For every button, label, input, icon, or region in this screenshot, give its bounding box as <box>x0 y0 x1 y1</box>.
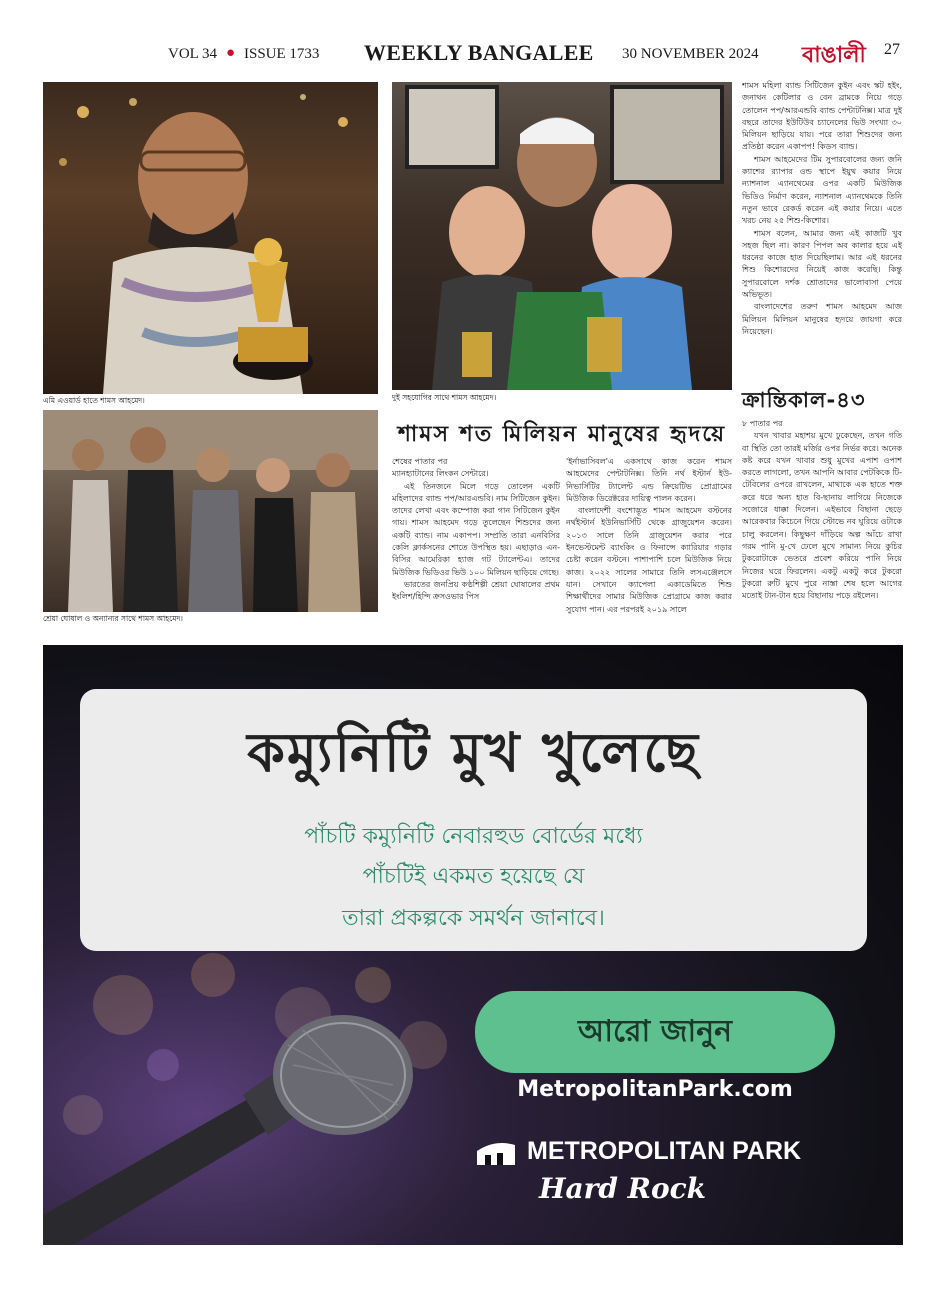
ad-line-3: তারা প্রকল্পকে সমর্থন জানাবে। <box>342 906 605 931</box>
article-paragraph: শামস বলেন, আমার জন্য এই কাজটি খুব সহজ ছিল না। কারণ পিপল অব কালার হয়ে এই ধরনের কাজে হাত দিয়েছিলাম। আর এই ধরনের শিশু কিশোরদের নিয়েই কাজ করেছি। কিন্তু সুপারবোলে দর্শক শ্রোতাদের ভালোবাসা পেয়ে অভিভূত। <box>742 228 902 300</box>
article-paragraph: ভারতের জনপ্রিয় কণ্ঠশিল্পী শ্রেয়া ঘোষালের প্রথম ইংলিশ/হিন্দি ক্রসওভার পিস <box>392 579 560 602</box>
issue-date: 30 NOVEMBER 2024 <box>622 46 759 62</box>
serial-paragraph: যখন খাবার মহাশয় মুখে ঢুকেছেন, তখন গতি বা স্থিতি তো তারই মর্জির ওপর নির্ভর করে। অনেক কষ্ট করে যখন খাবার শুধু মুখের এপাশ ওপাশ করতে লাগলো, তখন আপনি আবার পেটকিকে টি-টেবিলের ওপরে রাখলেন, মাথাকে এক হাতে শক্ত করে ধরে অন্য হাত বি-ছানায় লাগিয়ে নিজেকে সজোরে ধাক্কা দিলেন। এইভাবে বিছানা ছেড়ে আরেকবার কিচেনে গিয়ে স্টোভে নব ঘুরিয়ে ওটাকে চালু করলেন। কিছুক্ষণ দাঁড়িয়ে অল্প আঁচে রাখা গরম পানি মু-খে ঢেলে মুখে সামান্য নিয়ে কুচির টুকরোটাকে ভেতরে প্রবেশ করিয়ে পানি নিয়ে নিজের ঘরে ফিরলেন। একটু একটু করে টুকরো টুকরো রুটি মুখে পুরে নাস্তা শেষ হলে আগের মতোই টান-টান হয়ে বিছানায় পড়ে রইলেন। <box>742 431 902 601</box>
article-paragraph: শামস আহমেদের টিম সুপারবোলের জন্য জনি ক্যাশের র‌্যাপার ওন্ড স্থাপে ইয়ুথ কয়ার নিয়ে ন্যাশনাল এ্যানথেমের ওপর একটি মিউজিক ভিডিও নির্মাণ করেন, ন্যাশনাল এ্যানথেমকে তিনি নতুন ভাবে রেকর্ড করেন এই কয়ার নিয়ে। এতে খরচ নেয় ২৫ শিশু-কিশোর। <box>742 154 902 226</box>
ad-brand-name: METROPOLITAN PARK <box>527 1137 802 1165</box>
article-paragraph: ম্যানহ্যাটানের লিংকন সেন্টারে। <box>392 469 489 479</box>
issue-label: ISSUE 1733 <box>244 46 320 62</box>
article-column-1 <box>392 456 560 628</box>
caption-photo2: দুই সহযোগির সাথে শামস আহমেদ। <box>392 393 497 402</box>
photo-shreya-ghoshal <box>43 410 378 612</box>
photo-emmy-illustration <box>43 82 378 394</box>
page-header <box>0 36 945 76</box>
volume-label: VOL 34 <box>168 46 218 62</box>
photo-group-illustration <box>43 410 378 612</box>
page-number: 27 <box>884 41 900 58</box>
photo-collaborators <box>392 82 732 390</box>
paper-logo <box>800 38 878 68</box>
article-headline: শামস শত মিলিয়ন মানুষের হৃদয়ে <box>397 422 727 447</box>
ad-line-2: পাঁচটিই একমত হয়েছে যে <box>362 864 585 889</box>
ad-website-link[interactable]: MetropolitanPark.com <box>517 1077 793 1102</box>
article-paragraph: এই তিনজনে মিলে গড়ে তোলেন একটি মহিলাদের ব্যান্ড পপ/আরএন্ডবি। নাম সিটিজেন কুইন। তাদের লেখা এবং কম্পোজ করা গান সিটিজেন কুইন গায়। শামস আহমেদ গড়ে তুলেছেন শিশুদের জন্য একটি ব্যান্ড। নাম একাপপ। সম্প্রতি তারা এনবিসির কেলি ক্লার্কসনের শোতে উপস্থিত হয়। এছাড়াও এন-বিসির আমেরিকা হ্যাজ গট ট্যালেন্টএ। তাদের মিউজিক ভিডিওর ভিউ ১০০ মিলিয়ন ছাড়িয়ে গেছে। <box>392 481 560 577</box>
article-paragraph: বাংলাদেশী বংশোদ্ভূত শামস আহমেদ বস্টনের নর্থইস্টার্ন ইউনিভার্সিটি থেকে গ্রাজুয়েশন করেন। ২০১৩ সালে তিনি গ্রাজুয়েশন করার পরে ইনভেস্টমেন্ট ব্যাংকিং ও ফিনান্সে ক্যারিয়ার গড়ার চেষ্টা করেন বস্টনে। পাশাপাশি চলে মিউজিক নিয়ে কাজ। ২০২২ সালের সামারে তিনি লসএঞ্জেলসে যান। সেখানে ক্যাপেলা একাডেমিতে শিশু শিক্ষার্থীদের সামার মিউজিক প্রোগ্রামে কাজ করার সুযোগ পান। এর পরপরই ২০১৯ সালে <box>566 506 732 614</box>
photo-collaborators-illustration <box>392 82 732 390</box>
article-paragraph: শামস মহিলা ব্যান্ড সিটিজেন কুইন এবং স্কট হইং, জনাথন কেটিলার ও বেন ব্রামকে নিয়ে গড়ে তোলেন পপ/আরএন্ডবি ব্যান্ড পেন্টাটনিক্স। মাত্র দুই বছরে তাদের ইউটিউব চ্যানেলের ভিউ সংখ্যা ৩০ মিলিয়ন ছাড়িয়ে যায়। পরে তারা শিশুদের জন্য প্রতিষ্ঠা করেন একাপপ! কিডস ব্যান্ড। <box>742 81 902 152</box>
caption-photo3: শ্রেয়া ঘোষাল ও অন্যান্যর সাথে শামস আহমেদ। <box>43 614 183 623</box>
metropolitan-park-logo-icon <box>475 1139 535 1167</box>
article-column-2 <box>566 456 732 628</box>
caption-photo1: এমি এওয়ার্ড হাতে শামস আহমেদ। <box>43 396 145 405</box>
logo-text: বাঙালী <box>802 43 866 68</box>
separator-dot: ● <box>226 45 236 61</box>
continued-note: শেষের পাতার পর <box>392 457 448 466</box>
ad-headline: কম্যুনিটি মুখ খুলেছে <box>247 721 700 784</box>
serial-title: ক্রান্তিকাল-৪৩ <box>742 388 866 412</box>
ad-line-1: পাঁচটি কম্যুনিটি নেবারহুড বোর্ডের মধ্যে <box>304 824 643 849</box>
article-column-3 <box>742 80 902 370</box>
continued-note: ৮ পাতার পর <box>742 419 783 428</box>
ad-sub-brand: Hard Rock <box>539 1172 707 1205</box>
advertisement <box>43 645 903 1245</box>
photo-emmy-award <box>43 82 378 394</box>
article-paragraph: বাংলাদেশের তরুণ শামস আহমেদ আজ মিলিয়ন মিলিয়ন মানুষের হৃদয়ে জায়গা করে নিয়েছেন। <box>742 302 902 336</box>
paper-name: WEEKLY BANGALEE <box>364 40 594 65</box>
ad-message-panel <box>80 689 867 951</box>
serial-column <box>742 418 902 628</box>
learn-more-button[interactable]: আরো জানুন <box>475 991 835 1073</box>
article-paragraph: 'ইর্নাভাসিবল'এ একসাথে কাজ করেন শামস আহমেদের পেন্টাটনিক্স। তিনি নর্থ ইস্টার্ন ইউ-নিভার্সিটির ট্যালেন্ট এন্ড ক্রিয়েটিভ প্রোগ্রামের মিউজিক ডিরেক্টরের দায়িত্ব পালন করেন। <box>566 457 732 503</box>
